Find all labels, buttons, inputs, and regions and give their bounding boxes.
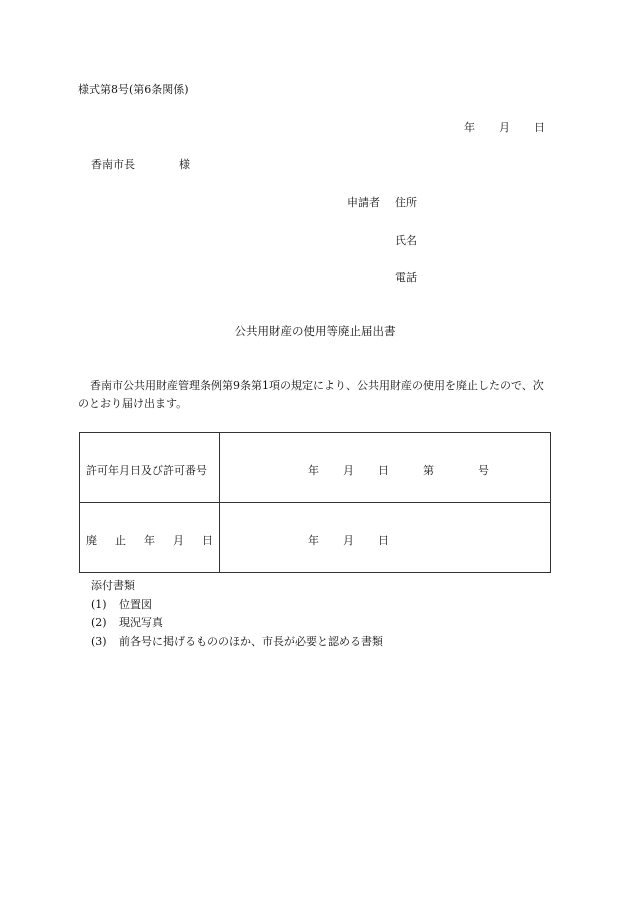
abolition-date-row <box>80 503 550 573</box>
document-title: 公共用財産の使用等廃止届出書 <box>234 324 396 338</box>
permit-go-label: 号 <box>478 464 489 477</box>
table-column-divider <box>219 433 220 502</box>
date-month-label: 月 <box>499 121 510 134</box>
recipient-name: 香南市長 <box>91 158 135 171</box>
permit-date-number-row <box>80 433 550 503</box>
attachments-heading: 添付書類 <box>91 579 135 592</box>
attachment-item <box>91 596 152 612</box>
attachment-item <box>91 614 163 630</box>
attachment-number: (3) <box>91 635 107 648</box>
permit-dai-label: 第 <box>423 464 434 477</box>
attachment-number: (1) <box>91 598 107 611</box>
abolition-day-label: 日 <box>378 534 389 547</box>
abolition-char: 月 <box>173 534 184 547</box>
attachment-text: 現況写真 <box>119 616 163 629</box>
attachment-number: (2) <box>91 616 107 629</box>
abolition-year-label: 年 <box>308 534 319 547</box>
abolition-char: 廃 <box>86 534 97 547</box>
permit-date-number-value <box>308 462 489 478</box>
abolition-date-value <box>308 532 389 548</box>
permit-table <box>79 432 551 573</box>
recipient <box>91 156 190 172</box>
permit-year-label: 年 <box>308 464 319 477</box>
submission-date <box>440 119 545 135</box>
applicant-label: 申請者 <box>347 196 380 209</box>
permit-month-label: 月 <box>343 464 354 477</box>
body-text: 香南市公共用財産管理条例第9条第1項の規定により、公共用財産の使用を廃止したので、次のとおり届け出ます。 <box>78 379 544 410</box>
name-field-label: 氏名 <box>395 234 417 247</box>
permit-date-number-label: 許可年月日及び許可番号 <box>86 464 207 477</box>
date-year-label: 年 <box>464 121 475 134</box>
attachment-text: 位置図 <box>119 598 152 611</box>
phone-field-label: 電話 <box>395 271 417 284</box>
attachment-text: 前各号に掲げるもののほか、市長が必要と認める書類 <box>119 635 383 648</box>
abolition-char: 日 <box>202 534 213 547</box>
table-column-divider <box>219 503 220 573</box>
address-field-label: 住所 <box>395 196 417 209</box>
attachment-item <box>91 633 383 649</box>
recipient-honorific: 様 <box>179 158 190 171</box>
permit-day-label: 日 <box>378 464 389 477</box>
abolition-char: 年 <box>144 534 155 547</box>
form-number: 様式第8号(第6条関係) <box>78 83 189 96</box>
abolition-date-label <box>86 532 213 548</box>
abolition-char: 止 <box>115 534 126 547</box>
abolition-month-label: 月 <box>343 534 354 547</box>
date-day-label: 日 <box>534 121 545 134</box>
